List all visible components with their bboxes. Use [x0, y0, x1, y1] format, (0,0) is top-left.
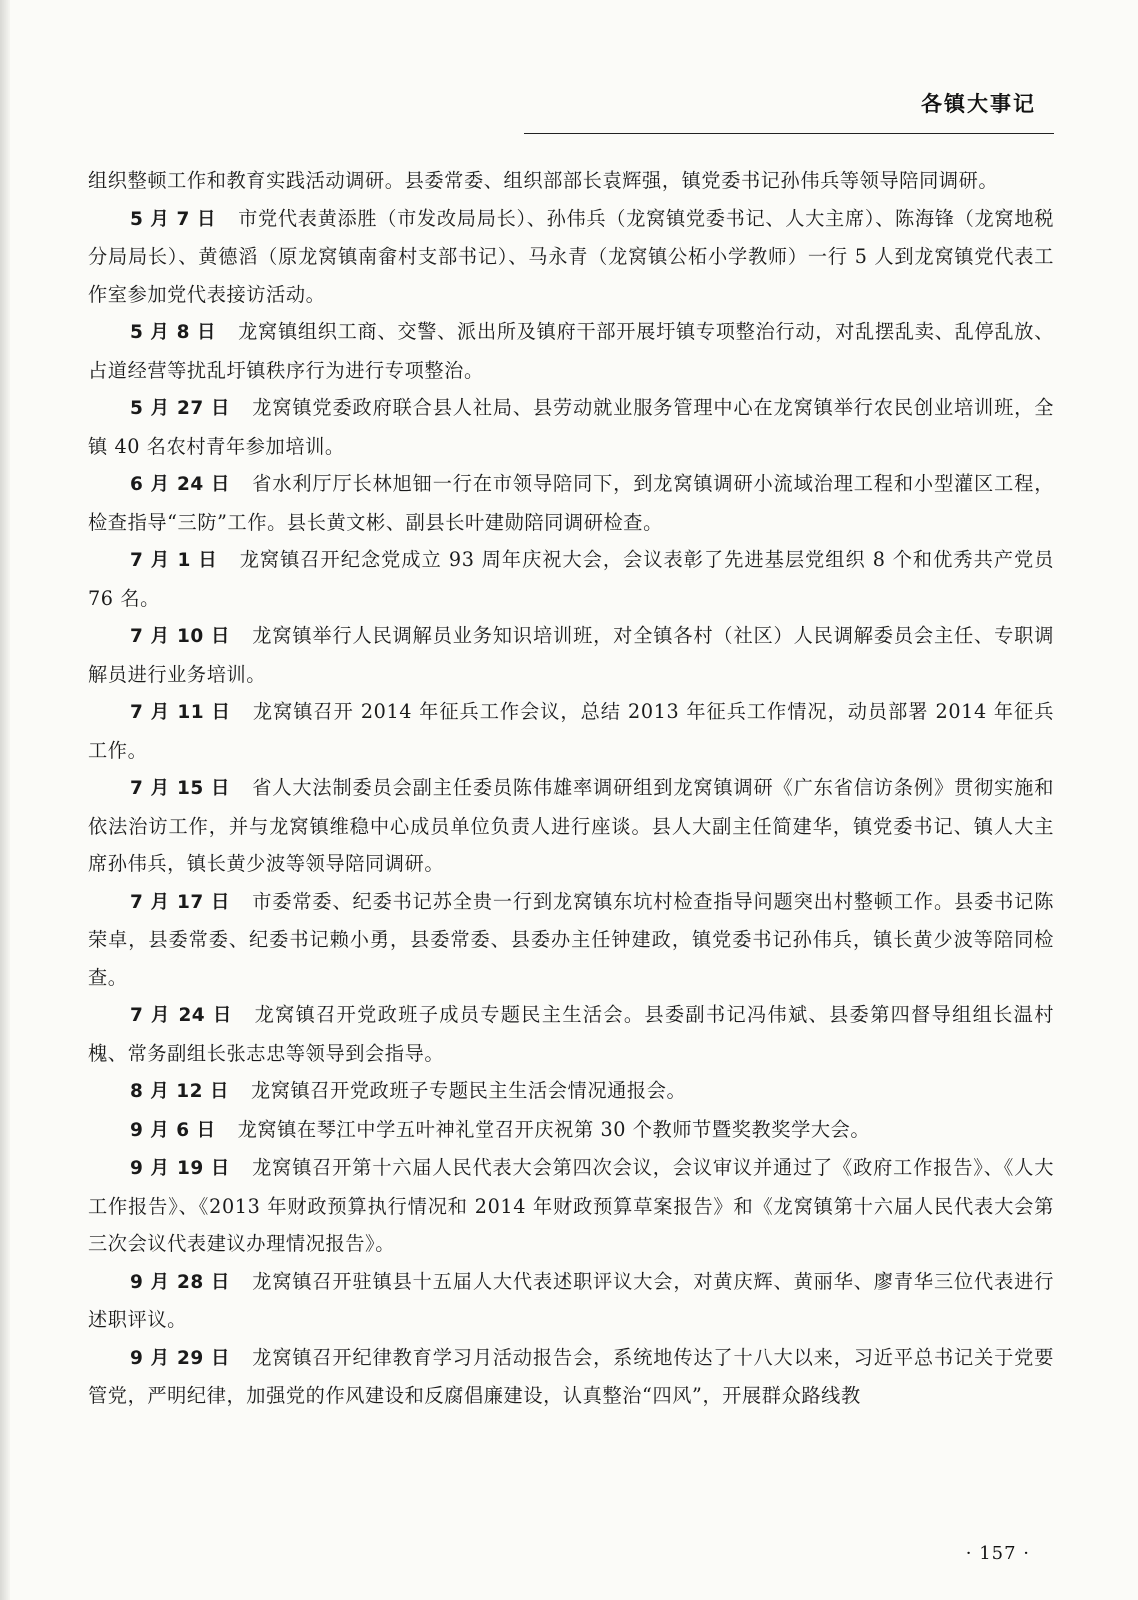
chronicle-entry — [88, 313, 1054, 389]
entry-date: 5 月 27 日 — [130, 398, 231, 419]
entry-text: 市党代表黄添胜（市发改局局长）、孙伟兵（龙窝镇党委书记、人大主席）、陈海锋（龙窝地税分局局长）、黄德滔（原龙窝镇南畲村支部书记）、马永青（龙窝镇公柘小学教师）一行 5 人到龙窝镇党代表工作室参加党代表接访活动。 — [88, 206, 1054, 306]
chronicle-entry — [88, 1072, 1054, 1111]
chronicle-entries — [88, 200, 1054, 1415]
chronicle-entry — [88, 617, 1054, 693]
entry-date: 7 月 17 日 — [130, 891, 231, 913]
entry-date: 5 月 7 日 — [130, 208, 217, 230]
entry-text: 龙窝镇在琴江中学五叶神礼堂召开庆祝第 30 个教师节暨奖教奖学大会。 — [237, 1117, 871, 1141]
entry-text: 省水利厅厅长林旭钿一行在市领导陪同下，到龙窝镇调研小流域治理工程和小型灌区工程，检查指导“三防”工作。县长黄文彬、副县长叶建勋陪同调研检查。 — [88, 472, 1054, 534]
entry-text: 龙窝镇召开 2014 年征兵工作会议，总结 2013 年征兵工作情况，动员部署 2014 年征兵工作。 — [88, 700, 1054, 762]
page-body — [88, 162, 1054, 1552]
entry-text: 龙窝镇召开党政班子成员专题民主生活会。县委副书记冯伟斌、县委第四督导组组长温村槐、常务副组长张志忠等领导到会指导。 — [88, 1003, 1054, 1065]
header-rule — [524, 133, 1054, 134]
entry-text: 龙窝镇党委政府联合县人社局、县劳动就业服务管理中心在龙窝镇举行农民创业培训班，全镇 40 名农村青年参加培训。 — [88, 396, 1054, 458]
entry-date: 9 月 6 日 — [130, 1119, 216, 1141]
entry-text: 龙窝镇召开驻镇县十五届人大代表述职评议大会，对黄庆辉、黄丽华、廖青华三位代表进行述职评议。 — [88, 1269, 1054, 1331]
entry-date: 9 月 28 日 — [130, 1271, 231, 1293]
entry-text: 省人大法制委员会副主任委员陈伟雄率调研组到龙窝镇调研《广东省信访条例》贯彻实施和依法治访工作，并与龙窝镇维稳中心成员单位负责人进行座谈。县人大副主任简建华，镇党委书记、镇人大主席孙伟兵，镇长黄少波等领导陪同调研。 — [88, 776, 1054, 875]
entry-text: 龙窝镇组织工商、交警、派出所及镇府干部开展圩镇专项整治行动，对乱摆乱卖、乱停乱放、占道经营等扰乱圩镇秩序行为进行专项整治。 — [88, 320, 1054, 382]
chronicle-entry — [88, 1339, 1054, 1415]
continuation-paragraph: 组织整顿工作和教育实践活动调研。县委常委、组织部部长袁辉强，镇党委书记孙伟兵等领导陪同调研。 — [88, 169, 999, 192]
entry-date: 9 月 19 日 — [130, 1158, 231, 1179]
chronicle-entry — [88, 1111, 1054, 1150]
chronicle-entry — [88, 693, 1054, 769]
entry-text: 龙窝镇召开第十六届人民代表大会第四次会议，会议审议并通过了《政府工作报告》、《人大工作报告》、《2013 年财政预算执行情况和 2014 年财政预算草案报告》和《龙窝镇第十六届人民代表大会第三次会议代表建议办理情况报告》。 — [88, 1156, 1054, 1255]
chronicle-entry — [88, 200, 1054, 314]
entry-date: 6 月 24 日 — [130, 474, 231, 495]
entry-text: 市委常委、纪委书记苏全贵一行到龙窝镇东坑村检查指导问题突出村整顿工作。县委书记陈荣卓，县委常委、纪委书记赖小勇，县委常委、县委办主任钟建政，镇党委书记孙伟兵，镇长黄少波等陪同检查。 — [88, 889, 1054, 989]
entry-date: 7 月 1 日 — [130, 550, 218, 571]
entry-date: 7 月 11 日 — [130, 702, 231, 723]
entry-date: 7 月 10 日 — [130, 626, 231, 647]
chronicle-entry — [88, 1263, 1054, 1339]
entry-date: 7 月 24 日 — [130, 1005, 233, 1026]
entry-text: 龙窝镇举行人民调解员业务知识培训班，对全镇各村（社区）人民调解委员会主任、专职调解员进行业务培训。 — [88, 624, 1054, 686]
chronicle-entry — [88, 541, 1054, 617]
chronicle-entry — [88, 465, 1054, 541]
entry-text: 龙窝镇召开纪律教育学习月活动报告会，系统地传达了十八大以来，习近平总书记关于党要管党，严明纪律，加强党的作风建设和反腐倡廉建设，认真整治“四风”，开展群众路线教 — [88, 1345, 1054, 1407]
chronicle-entry — [88, 883, 1054, 997]
page-number: · 157 · — [965, 1543, 1030, 1564]
scan-edge-shadow — [0, 0, 10, 1600]
chronicle-entry — [88, 1149, 1054, 1263]
chronicle-entry — [88, 769, 1054, 883]
running-head-title: 各镇大事记 — [921, 92, 1036, 116]
entry-date: 8 月 12 日 — [130, 1081, 229, 1102]
chronicle-entry — [88, 389, 1054, 465]
entry-date: 5 月 8 日 — [130, 322, 217, 343]
chronicle-entry — [88, 996, 1054, 1072]
entry-date: 9 月 29 日 — [130, 1347, 231, 1369]
entry-text: 龙窝镇召开党政班子专题民主生活会情况通报会。 — [250, 1079, 687, 1102]
entry-text: 龙窝镇召开纪念党成立 93 周年庆祝大会，会议表彰了先进基层党组织 8 个和优秀共产党员 76 名。 — [88, 548, 1054, 610]
entry-date: 7 月 15 日 — [130, 778, 231, 799]
